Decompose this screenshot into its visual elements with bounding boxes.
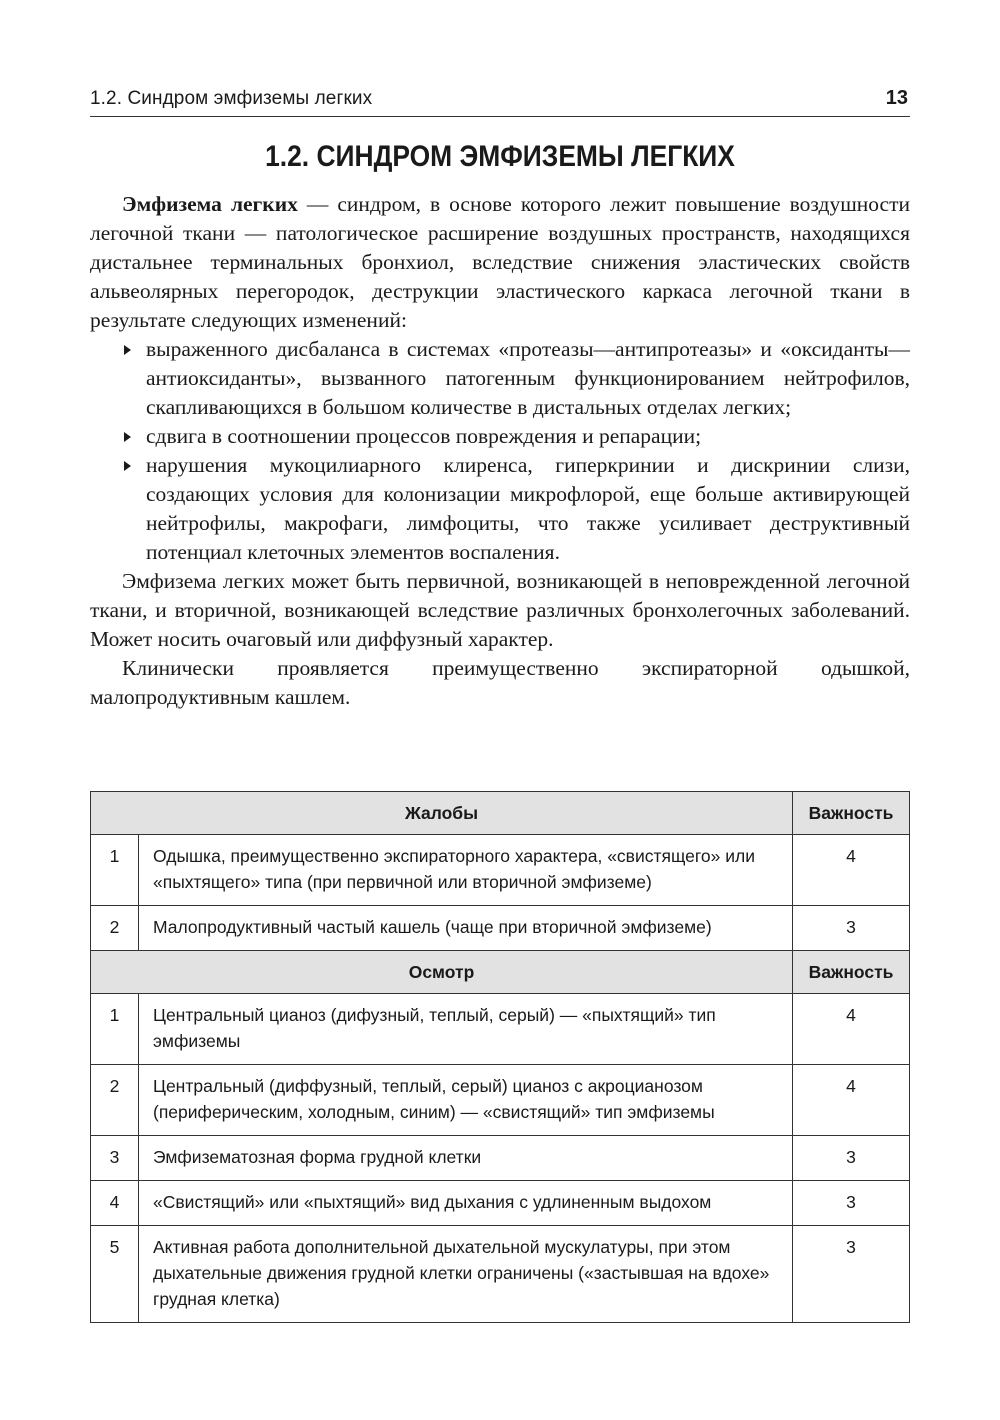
intro-definition: — синдром, в основе которого лежит повышение воздушности легочной ткани — патологическое расширение воздушных пространств, находящихся дистальнее терминальных бронхиол, вследствие снижения эластических свойств альвеолярных перегородок, деструкции эластического каркаса легочной ткани в результате следующих изменений: <box>90 192 910 332</box>
row-importance: 4 <box>793 1065 910 1136</box>
row-number: 2 <box>91 906 139 951</box>
row-description: Центральный (диффузный, теплый, серый) цианоз с акроцианозом (периферическим, холодным, синим) — «свистящий» тип эмфиземы <box>139 1065 793 1136</box>
row-description: Центральный цианоз (дифузный, теплый, серый) — «пыхтящий» тип эмфиземы <box>139 994 793 1065</box>
table-row <box>91 835 910 906</box>
row-number: 3 <box>91 1136 139 1181</box>
importance-header: Важность <box>793 792 910 835</box>
row-importance: 3 <box>793 1136 910 1181</box>
bullet-arrow-icon <box>124 432 131 442</box>
row-description: Эмфизематозная форма грудной клетки <box>139 1136 793 1181</box>
row-importance: 3 <box>793 1226 910 1323</box>
table-row <box>91 994 910 1065</box>
row-importance: 3 <box>793 906 910 951</box>
list-item <box>146 451 910 567</box>
paragraph-forms: Эмфизема легких может быть первичной, возникающей в неповрежденной легочной ткани, и вторичной, возникающей вследствие различных бронхолегочных заболеваний. Может носить очаговый или диффузный характер. <box>90 569 910 651</box>
table-row <box>91 906 910 951</box>
paragraph-clinical: Клинически проявляется преимущественно экспираторной одышкой, малопродуктивным кашлем. <box>90 656 910 709</box>
row-description: Малопродуктивный частый кашель (чаще при вторичной эмфиземе) <box>139 906 793 951</box>
row-number: 2 <box>91 1065 139 1136</box>
table-row <box>91 1065 910 1136</box>
section-title: 1.2. СИНДРОМ ЭМФИЗЕМЫ ЛЕГКИХ <box>265 140 735 173</box>
section-heading-complaints: Жалобы <box>91 792 793 835</box>
list-item <box>146 422 910 451</box>
row-number: 1 <box>91 994 139 1065</box>
list-item-text: выраженного дисбаланса в системах «протеазы—антипротеазы» и «оксиданты—антиоксиданты», вызванного патогенным функционированием нейтрофилов, скапливающихся в большом количестве в дистальных отделах легких; <box>146 337 910 419</box>
symptoms-table <box>90 791 910 1323</box>
term-emphysema: Эмфизема легких <box>122 192 298 216</box>
row-number: 4 <box>91 1181 139 1226</box>
row-description: Одышка, преимущественно экспираторного характера, «свистящего» или «пыхтящего» типа (при первичной или вторичной эмфиземе) <box>139 835 793 906</box>
running-head <box>90 86 910 117</box>
intro-paragraph <box>90 190 910 335</box>
row-description: Активная работа дополнительной дыхательной мускулатуры, при этом дыхательные движения грудной клетки ограничены («застывшая на вдохе» грудная клетка) <box>139 1226 793 1323</box>
row-description: «Свистящий» или «пыхтящий» вид дыхания с удлиненным выдохом <box>139 1181 793 1226</box>
table-row <box>91 1181 910 1226</box>
row-importance: 4 <box>793 994 910 1065</box>
bullet-arrow-icon <box>124 345 131 355</box>
table-section-header <box>91 951 910 994</box>
row-number: 1 <box>91 835 139 906</box>
row-importance: 4 <box>793 835 910 906</box>
body-text <box>90 190 910 712</box>
row-number: 5 <box>91 1226 139 1323</box>
bullet-arrow-icon <box>124 461 131 471</box>
table-row <box>91 1136 910 1181</box>
list-item-text: нарушения мукоцилиарного клиренса, гиперкринии и дискринии слизи, создающих условия для колонизации микрофлорой, еще больше активирующей нейтрофилы, макрофаги, лимфоциты, что также усиливает деструктивный потенциал клеточных элементов воспаления. <box>146 453 910 564</box>
importance-header: Важность <box>793 951 910 994</box>
row-importance: 3 <box>793 1181 910 1226</box>
table-section-header <box>91 792 910 835</box>
running-head-title: 1.2. Синдром эмфиземы легких <box>90 88 373 109</box>
list-item <box>146 335 910 422</box>
page-number: 13 <box>885 87 908 109</box>
table-row <box>91 1226 910 1323</box>
section-heading-examination: Осмотр <box>91 951 793 994</box>
causes-list <box>90 335 910 567</box>
list-item-text: сдвига в соотношении процессов повреждения и репарации; <box>146 424 702 448</box>
